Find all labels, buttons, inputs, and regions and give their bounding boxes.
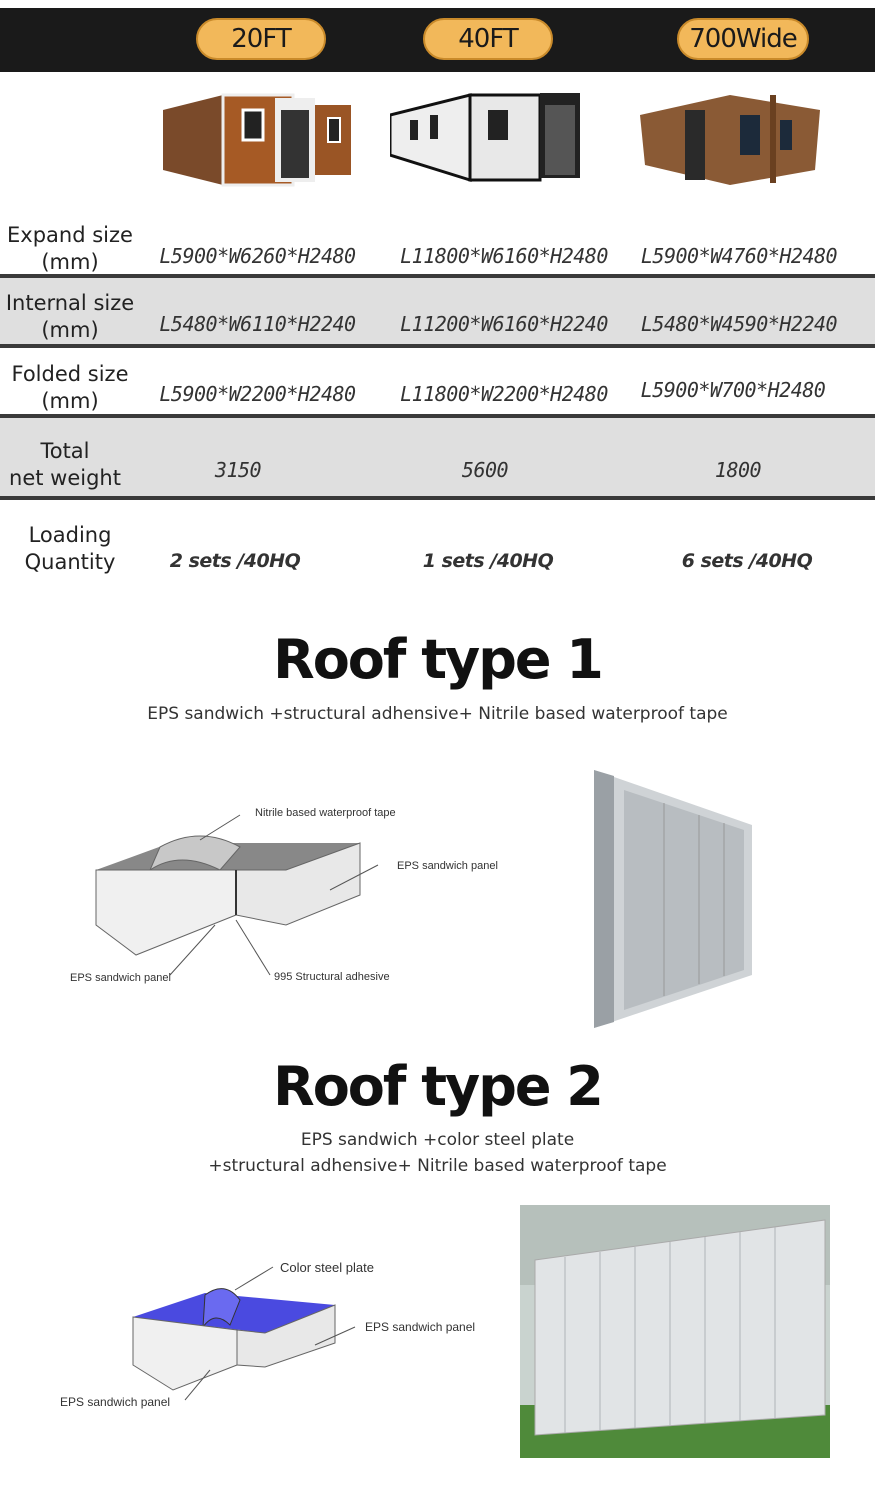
row-label-line2: Quantity bbox=[24, 550, 116, 574]
row-label: Loading bbox=[28, 523, 112, 547]
house-image-700wide bbox=[640, 90, 820, 190]
roof-type-1-subtitle: EPS sandwich +structural adhensive+ Nitrile based waterproof tape bbox=[147, 704, 728, 724]
cell-40ft: 5600 bbox=[461, 458, 509, 482]
cell-40ft: L11800*W2200*H2480 bbox=[400, 382, 608, 406]
label-color-steel-plate: Color steel plate bbox=[280, 1260, 374, 1275]
roof-type-2-photo bbox=[520, 1205, 830, 1458]
cell-700wide: L5900*W4760*H2480 bbox=[640, 244, 838, 268]
roof-type-2-subtitle-line1: EPS sandwich +color steel plate bbox=[300, 1130, 575, 1150]
roof-type-1-title: Roof type 1 bbox=[273, 628, 602, 691]
table-row-folded-size bbox=[0, 348, 875, 418]
roof-type-2-subtitle-line2: +structural adhensive+ Nitrile based waterproof tape bbox=[208, 1156, 667, 1176]
row-label-unit: (mm) bbox=[41, 389, 99, 413]
house-image-20ft bbox=[163, 90, 351, 190]
cell-700wide: 6 sets /40HQ bbox=[681, 550, 813, 572]
cell-40ft: L11200*W6160*H2240 bbox=[400, 312, 608, 336]
cell-700wide: L5480*W4590*H2240 bbox=[640, 312, 838, 336]
roof-type-1-photo bbox=[594, 770, 752, 1028]
cell-20ft: L5480*W6110*H2240 bbox=[159, 312, 356, 336]
table-row-total-net-weight bbox=[0, 418, 875, 500]
cell-20ft: 3150 bbox=[214, 458, 262, 482]
cell-40ft: L11800*W6160*H2480 bbox=[400, 244, 608, 268]
roof-type-1-diagram bbox=[60, 795, 520, 995]
roof-type-2-diagram bbox=[55, 1255, 495, 1415]
label-eps-panel-left: EPS sandwich panel bbox=[60, 1395, 171, 1409]
roof-type-2-title: Roof type 2 bbox=[273, 1055, 602, 1118]
column-header-40ft: 40FT bbox=[423, 18, 553, 60]
row-label-unit: (mm) bbox=[41, 318, 99, 342]
label-eps-panel-left: EPS sandwich panel bbox=[70, 972, 171, 984]
cell-20ft: 2 sets /40HQ bbox=[169, 550, 301, 572]
row-label: Internal size bbox=[5, 291, 135, 315]
label-structural-adhesive: 995 Structural adhesive bbox=[274, 971, 390, 983]
house-image-40ft bbox=[390, 90, 590, 190]
cell-20ft: L5900*W6260*H2480 bbox=[159, 244, 356, 268]
cell-700wide: L5900*W700*H2480 bbox=[640, 378, 826, 402]
label-eps-panel-right: EPS sandwich panel bbox=[365, 1320, 476, 1334]
row-label: Total bbox=[40, 439, 90, 463]
table-row-loading-quantity bbox=[0, 500, 875, 590]
cell-40ft: 1 sets /40HQ bbox=[422, 550, 554, 572]
row-label: Expand size bbox=[7, 223, 133, 247]
label-waterproof-tape: Nitrile based waterproof tape bbox=[255, 807, 396, 819]
row-label-line2: net weight bbox=[9, 466, 121, 490]
cell-20ft: L5900*W2200*H2480 bbox=[159, 382, 356, 406]
cell-700wide: 1800 bbox=[714, 458, 762, 482]
row-label: Folded size bbox=[11, 362, 129, 386]
column-header-20ft: 20FT bbox=[196, 18, 326, 60]
label-eps-panel-right: EPS sandwich panel bbox=[397, 860, 498, 872]
column-header-700wide: 700Wide bbox=[677, 18, 809, 60]
table-row-internal-size bbox=[0, 278, 875, 348]
table-row-expand-size bbox=[0, 210, 875, 278]
row-label-unit: (mm) bbox=[41, 250, 99, 274]
